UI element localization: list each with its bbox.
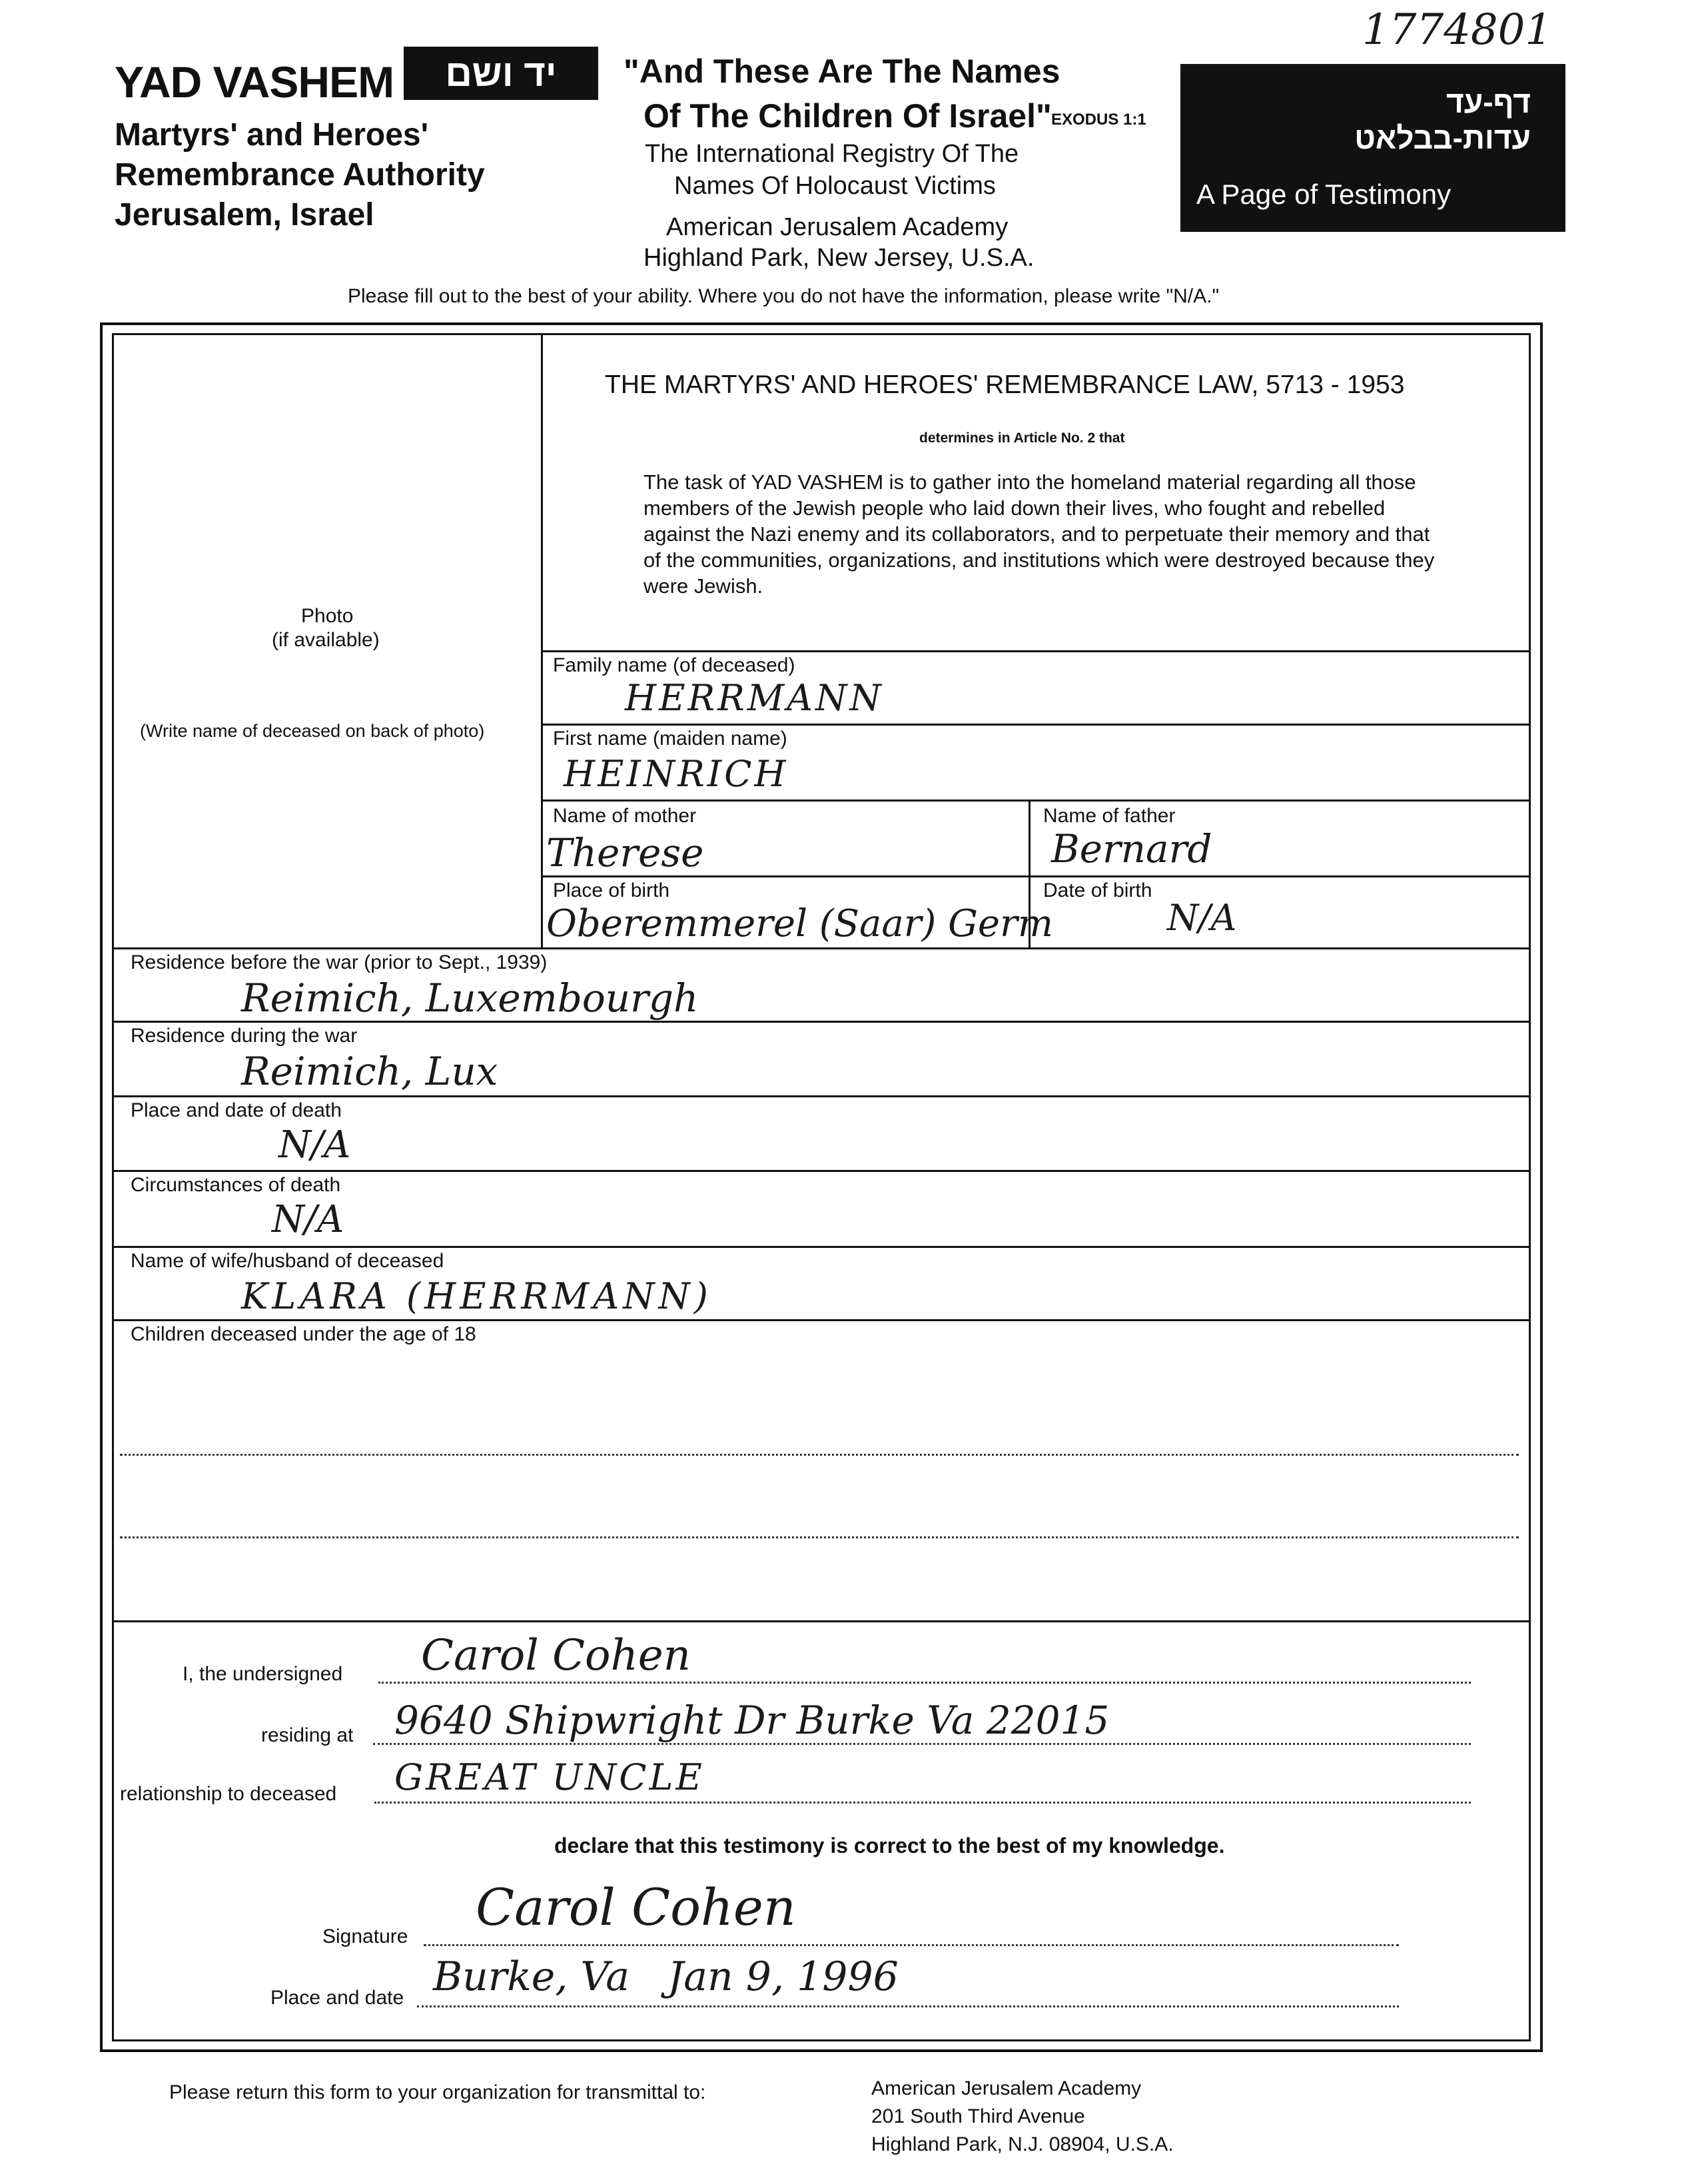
rule-death-place xyxy=(112,1095,1531,1097)
death-place-label: Place and date of death xyxy=(131,1099,342,1121)
residence-before-value: Reimich, Luxembourgh xyxy=(241,975,699,1021)
rule-res-before xyxy=(112,947,1531,949)
rule-family xyxy=(541,650,1531,652)
law-text: The task of YAD VASHEM is to gather into the homeland material regarding all those members of the Jewish people who laid down their lives, who fought and rebelled against the Nazi enemy and its collaborators, and to perpetuate their memory and that of the communities, organizations, and institutions which were destroyed because they were Jewish. xyxy=(643,470,1435,598)
residence-before-label: Residence before the war (prior to Sept., 1939) xyxy=(131,951,548,973)
rule-declaration xyxy=(112,1620,1531,1622)
death-place-value: N/A xyxy=(278,1123,351,1167)
academy-line-2: Highland Park, New Jersey, U.S.A. xyxy=(643,244,1035,272)
photo-note: (Write name of deceased on back of photo) xyxy=(140,721,485,741)
return-address-line-2: 201 South Third Avenue xyxy=(871,2105,1085,2127)
mother-name-label: Name of mother xyxy=(553,805,697,827)
family-name-value: HERRMANN xyxy=(625,677,884,719)
residence-during-value: Reimich, Lux xyxy=(241,1049,498,1094)
rule-mother xyxy=(541,800,1531,802)
rule-spouse xyxy=(112,1246,1531,1248)
rule-children xyxy=(112,1319,1531,1321)
return-instruction: Please return this form to your organization for transmittal to: xyxy=(169,2081,706,2103)
first-name-label: First name (maiden name) xyxy=(553,728,787,750)
circumstances-value: N/A xyxy=(272,1198,344,1241)
box-title: A Page of Testimony xyxy=(1196,179,1452,210)
return-address-line-1: American Jerusalem Academy xyxy=(871,2077,1142,2099)
rule-circumstances xyxy=(112,1170,1531,1172)
relationship-line xyxy=(374,1802,1471,1804)
birthplace-value: Oberemmerel (Saar) Germ xyxy=(546,902,1053,945)
place-date-value: Burke, Va Jan 9, 1996 xyxy=(433,1953,899,2000)
instruction-text: Please fill out to the best of your ability. Where you do not have the information, please write "N/A." xyxy=(348,285,1220,307)
registry-line-1: The International Registry Of The xyxy=(645,140,1019,168)
photo-label: Photo xyxy=(301,605,354,627)
birthplace-label: Place of birth xyxy=(553,879,670,901)
return-address-line-3: Highland Park, N.J. 08904, U.S.A. xyxy=(871,2133,1174,2155)
children-line-1 xyxy=(120,1454,1519,1456)
org-line-1: Martyrs' and Heroes' xyxy=(115,117,428,153)
residing-value: 9640 Shipwright Dr Burke Va 22015 xyxy=(394,1698,1110,1743)
relationship-value: GREAT UNCLE xyxy=(394,1756,705,1798)
quote-line-1: "And These Are The Names xyxy=(624,53,1060,90)
circumstances-label: Circumstances of death xyxy=(131,1174,341,1196)
birthdate-label: Date of birth xyxy=(1043,879,1152,901)
org-name: YAD VASHEM xyxy=(115,57,394,107)
declaration-text: declare that this testimony is correct to the best of my knowledge. xyxy=(554,1834,1225,1858)
photo-divider xyxy=(541,333,543,947)
first-name-value: HEINRICH xyxy=(564,753,789,795)
signature-line xyxy=(424,1944,1399,1946)
spouse-value: KLARA (HERRMANN) xyxy=(241,1275,712,1317)
document-number: 1774801 xyxy=(1362,5,1553,55)
quote-reference: EXODUS 1:1 xyxy=(1051,111,1146,129)
residing-label: residing at xyxy=(261,1724,354,1746)
quote-line-2: Of The Children Of Israel" xyxy=(643,97,1052,135)
undersigned-line xyxy=(378,1682,1471,1684)
place-date-line xyxy=(417,2005,1399,2007)
family-name-label: Family name (of deceased) xyxy=(553,654,795,676)
children-line-2 xyxy=(120,1536,1519,1538)
org-hebrew-logo: יד ושם xyxy=(404,47,598,100)
box-hebrew-line-1: דף-עד xyxy=(1446,85,1531,119)
father-name-label: Name of father xyxy=(1043,805,1176,827)
relationship-label: relationship to deceased xyxy=(120,1783,337,1805)
law-subtitle: determines in Article No. 2 that xyxy=(919,430,1125,446)
page-of-testimony-box xyxy=(1180,64,1565,232)
signature-value: Carol Cohen xyxy=(476,1878,796,1937)
residing-line xyxy=(373,1743,1471,1745)
rule-first xyxy=(541,724,1531,726)
spouse-label: Name of wife/husband of deceased xyxy=(131,1250,444,1272)
rule-res-during xyxy=(112,1021,1531,1023)
place-date-label: Place and date xyxy=(270,1987,404,2009)
children-label: Children deceased under the age of 18 xyxy=(131,1323,476,1345)
father-name-value: Bernard xyxy=(1051,826,1212,871)
law-title: THE MARTYRS' AND HEROES' REMEMBRANCE LAW, 5713 - 1953 xyxy=(605,370,1405,399)
residence-during-label: Residence during the war xyxy=(131,1025,358,1047)
org-line-3: Jerusalem, Israel xyxy=(115,197,374,233)
mother-name-value: Therese xyxy=(546,830,704,875)
undersigned-label: I, the undersigned xyxy=(183,1663,343,1685)
birthdate-value: N/A xyxy=(1167,897,1237,939)
undersigned-value: Carol Cohen xyxy=(421,1631,691,1680)
academy-line-1: American Jerusalem Academy xyxy=(666,213,1009,241)
signature-label: Signature xyxy=(322,1925,408,1947)
registry-line-2: Names Of Holocaust Victims xyxy=(674,172,996,200)
photo-available-label: (if available) xyxy=(272,629,380,651)
box-hebrew-line-2: עדות-בבלאט xyxy=(1354,121,1531,155)
org-line-2: Remembrance Authority xyxy=(115,157,485,193)
rule-birth xyxy=(541,875,1531,877)
